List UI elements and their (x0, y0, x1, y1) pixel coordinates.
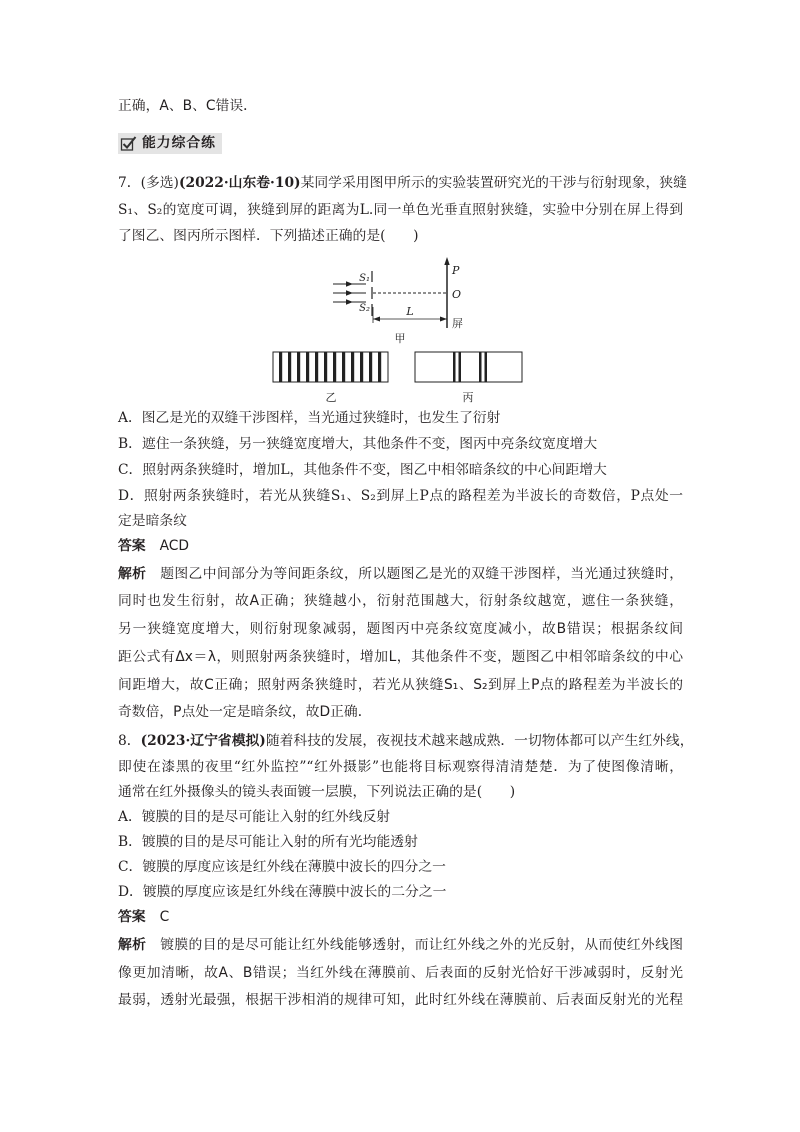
q8-option-b: B．镀膜的目的是尽可能让入射的所有光均能透射 (118, 834, 418, 850)
dark-fringe (333, 352, 336, 382)
q8-answer (118, 907, 169, 927)
q7-analysis-line: 间距增大，故C正确；照射两条狭缝时，若光从狭缝S₁、S₂到屏上P点的路程差为半波长的 (118, 677, 683, 693)
q7-source: (2022·山东卷·10) (178, 175, 301, 191)
q7-option-d-cont: 定是暗条纹 (118, 513, 187, 529)
q8-source: (2023·辽宁省模拟) (140, 733, 266, 749)
section-header (118, 133, 222, 154)
dark-fringe (279, 352, 282, 382)
dark-fringe (324, 352, 327, 382)
q7-analysis-line (118, 564, 683, 584)
q7-analysis-line: 同时也发生衍射，故A正确；狭缝越小，衍射范围越大，衍射条纹越宽，遮住一条狭缝， (118, 593, 683, 609)
q8-analysis-line (118, 935, 683, 955)
dark-fringe (485, 352, 488, 382)
point-p-label: P (452, 264, 460, 277)
figure-bing-caption: 丙 (462, 391, 474, 404)
pattern-frame (415, 352, 522, 382)
arrow-right-icon (346, 290, 353, 295)
q7-option-b: B．遮住一条狭缝，另一狭缝宽度增大，其他条件不变，图丙中亮条纹宽度增大 (118, 436, 598, 452)
dark-fringe (297, 352, 300, 382)
arrow-right-icon (346, 299, 353, 304)
q7-tag: (多选) (140, 175, 179, 191)
slit-s1-label: S₁ (359, 273, 370, 284)
q7-stem-line (118, 173, 687, 193)
dark-fringe (360, 352, 363, 382)
dark-fringe (479, 352, 482, 382)
q7-figure (260, 252, 540, 407)
distance-label: L (406, 305, 414, 318)
dark-fringe (459, 352, 462, 382)
arrow-right-icon (346, 281, 353, 286)
section-title: 能力综合练 (142, 135, 216, 151)
dark-fringe (453, 352, 456, 382)
arrow-left-icon (373, 317, 380, 322)
analysis-label: 解析 (118, 937, 147, 953)
q8-number: 8． (118, 733, 141, 749)
q7-option-a: A．图乙是光的双缝干涉图样，当光通过狭缝时，也发生了衍射 (118, 410, 501, 426)
figure-yi-caption: 乙 (325, 391, 337, 404)
dark-fringe (288, 352, 291, 382)
dark-fringe (369, 352, 372, 382)
slit-s2-label: S₂ (359, 303, 370, 314)
answer-value: ACD (159, 538, 190, 554)
point-o-label: O (452, 288, 462, 301)
q8-analysis-line: 像更加清晰，故A、B错误；当红外线在薄膜前、后表面的反射光恰好干涉减弱时，反射光 (118, 965, 683, 981)
answer-label: 答案 (118, 538, 146, 554)
figure-jia-caption: 甲 (394, 332, 406, 345)
q7-analysis-line: 奇数倍，P点处一定是暗条纹，故D正确． (118, 704, 372, 720)
dark-fringe (378, 352, 381, 382)
q8-option-d: D．镀膜的厚度应该是红外线在薄膜中波长的二分之一 (118, 884, 447, 900)
dark-fringe (315, 352, 318, 382)
answer-label: 答案 (118, 909, 146, 925)
q7-answer (118, 536, 189, 556)
q7-stem-text: 某同学采用图甲所示的实验装置研究光的干涉与衍射现象，狭缝 (300, 175, 687, 191)
analysis-text: 题图乙中间部分为等间距条纹，所以题图乙是光的双缝干涉图样，当光通过狭缝时， (160, 566, 684, 582)
screen-label: 屏 (452, 317, 463, 330)
q7-stem-line: S₁、S₂的宽度可调，狭缝到屏的距离为L.同一单色光垂直照射狭缝，实验中分别在屏上得到 (118, 202, 683, 218)
pattern-bing (415, 352, 522, 382)
q7-analysis-line: 另一狭缝宽度增大，则衍射现象减弱，题图丙中亮条纹宽度减小，故B错误；根据条纹间 (118, 621, 683, 637)
dark-fringe (342, 352, 345, 382)
q8-option-a: A．镀膜的目的是尽可能让入射的红外线反射 (118, 809, 391, 825)
q7-option-d: D．照射两条狭缝时，若光从狭缝S₁、S₂到屏上P点的路程差为半波长的奇数倍，P点处一 (118, 488, 683, 504)
q8-stem-text: 随着科技的发展，夜视技术越来越成熟．一切物体都可以产生红外线， (265, 733, 694, 749)
analysis-label: 解析 (118, 566, 147, 582)
pattern-yi (273, 352, 388, 382)
arrow-right-icon (440, 317, 447, 322)
arrow-up-icon (444, 257, 449, 265)
previous-analysis-tail: 正确，A、B、C错误． (118, 98, 257, 114)
q8-stem-line: 通常在红外摄像头的镜头表面镀一层膜，下列说法正确的是( ) (118, 784, 516, 800)
q8-stem-line: 即使在漆黑的夜里“红外监控”“红外摄影”也能将目标观察得清清楚楚．为了使图像清晰， (118, 759, 683, 775)
q7-option-c: C．照射两条狭缝时，增加L，其他条件不变，图乙中相邻暗条纹的中心间距增大 (118, 462, 607, 478)
q8-stem-line (118, 731, 694, 751)
q8-analysis-line: 最弱，透射光最强，根据干涉相消的规律可知，此时红外线在薄膜前、后表面反射光的光程 (118, 992, 683, 1008)
q7-analysis-line: 距公式有Δx＝λ，则照射两条狭缝时，增加L，其他条件不变，题图乙中相邻暗条纹的中心 (118, 649, 683, 665)
answer-value: C (159, 909, 170, 925)
q7-stem-line: 了图乙、图丙所示图样．下列描述正确的是( ) (118, 228, 419, 244)
q7-number: 7． (118, 175, 141, 191)
dark-fringe (306, 352, 309, 382)
checkbox-icon (120, 135, 137, 152)
q8-option-c: C．镀膜的厚度应该是红外线在薄膜中波长的四分之一 (118, 859, 446, 875)
dark-fringe (351, 352, 354, 382)
analysis-text: 镀膜的目的是尽可能让红外线能够透射，而让红外线之外的光反射，从而使红外线图 (160, 937, 684, 953)
